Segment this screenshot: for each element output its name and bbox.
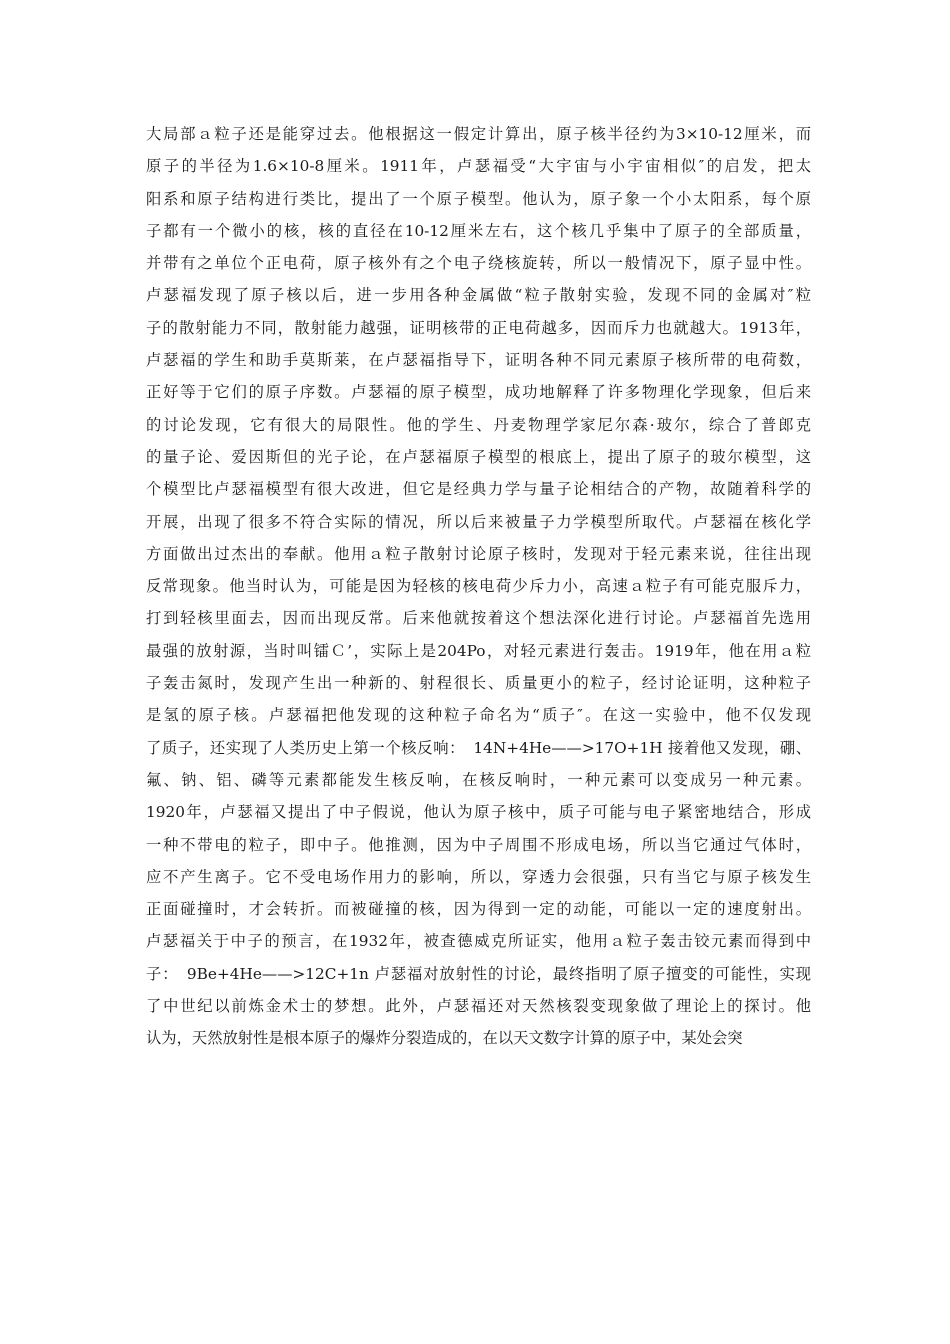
text-line: 阳系和原子结构进行类比，提出了一个原子模型。他认为，原子象一个小太阳系，每个原 [146,189,811,208]
text-line: 卢瑟福的学生和助手莫斯莱，在卢瑟福指导下，证明各种不同元素原子核所带的电荷数， [146,351,811,370]
text-line: 原子的半径为1.6×10-8厘米。1911年，卢瑟福受“大宇宙与小宇宙相似″的启发，把太 [146,157,811,176]
body-text [146,118,811,1055]
text-line: 应不产生离子。它不受电场作用力的影响，所以，穿透力会很强，只有当它与原子核发生 [146,867,811,886]
text-line: 子都有一个微小的核，核的直径在10-12厘米左右，这个核几乎集中了原子的全部质量， [146,221,811,240]
text-line: 子： 9Be+4He——>12C+1n 卢瑟福对放射性的讨论，最终指明了原子擅变的可能性，实现 [146,964,811,983]
text-line: 了中世纪以前炼金术士的梦想。此外，卢瑟福还对天然核裂变现象做了理论上的探讨。他 [146,997,811,1016]
text-line: 的讨论发现，它有很大的局限性。他的学生、丹麦物理学家尼尔森·玻尔，综合了普郎克 [146,415,811,434]
text-line: 并带有之单位个正电荷，原子核外有之个电子绕核旋转，所以一般情况下，原子显中性。 [146,254,811,273]
text-line: 子的散射能力不同，散射能力越强，证明核带的正电荷越多，因而斥力也就越大。1913年， [146,318,811,337]
text-line: 认为，天然放射性是根本原子的爆炸分裂造成的，在以天文数字计算的原子中，某处会突 [146,1029,743,1048]
text-line: 个模型比卢瑟福模型有很大改进，但它是经典力学与量子论相结合的产物，故随着科学的 [146,480,811,499]
text-line: 反常现象。他当时认为，可能是因为轻核的核电荷少斥力小，高速ａ粒子有可能克服斥力， [146,577,811,596]
text-line: 的量子论、爱因斯但的光子论，在卢瑟福原子模型的根底上，提出了原子的玻尔模型，这 [146,447,811,466]
text-line: 氟、钠、铝、磷等元素都能发生核反响，在核反响时，一种元素可以变成另一种元素。 [146,770,811,789]
text-line: 卢瑟福关于中子的预言，在1932年，被查德威克所证实，他用ａ粒子轰击铰元素而得到中 [146,932,811,951]
text-line: 子轰击氮时，发现产生出一种新的、射程很长、质量更小的粒子，经讨论证明，这种粒子 [146,674,811,693]
text-line: 卢瑟福发现了原子核以后，进一步用各种金属做“粒子散射实验，发现不同的金属对″粒 [146,286,811,305]
text-line: 大局部ａ粒子还是能穿过去。他根据这一假定计算出，原子核半径约为3×10-12厘米，而 [146,125,811,143]
text-line: 1920年，卢瑟福又提出了中子假说，他认为原子核中，质子可能与电子紧密地结合，形成 [146,803,811,822]
text-line: 开展，出现了很多不符合实际的情况，所以后来被量子力学模型所取代。卢瑟福在核化学 [146,512,811,531]
text-line: 正面碰撞时，才会转折。而被碰撞的核，因为得到一定的动能，可能以一定的速度射出。 [146,900,811,919]
text-line: 方面做出过杰出的奉献。他用ａ粒子散射讨论原子核时，发现对于轻元素来说，往往出现 [146,544,811,563]
text-line: 正好等于它们的原子序数。卢瑟福的原子模型，成功地解释了许多物理化学现象，但后来 [146,383,811,402]
text-line: 打到轻核里面去，因而出现反常。后来他就按着这个想法深化进行讨论。卢瑟福首先选用 [146,609,811,628]
text-line: 一种不带电的粒子，即中子。他推测，因为中子周围不形成电场，所以当它通过气体时， [146,835,811,854]
text-line: 是氢的原子核。卢瑟福把他发现的这种粒子命名为“质子″。在这一实验中，他不仅发现 [146,706,811,725]
text-line: 了质子，还实现了人类历史上第一个核反响： 14N+4He——>17O+1H 接着他又发现，硼、 [146,738,811,757]
text-line: 最强的放射源，当时叫镭Ｃ’，实际上是204Po，对轻元素进行轰击。1919年，他在用ａ粒 [146,641,811,660]
